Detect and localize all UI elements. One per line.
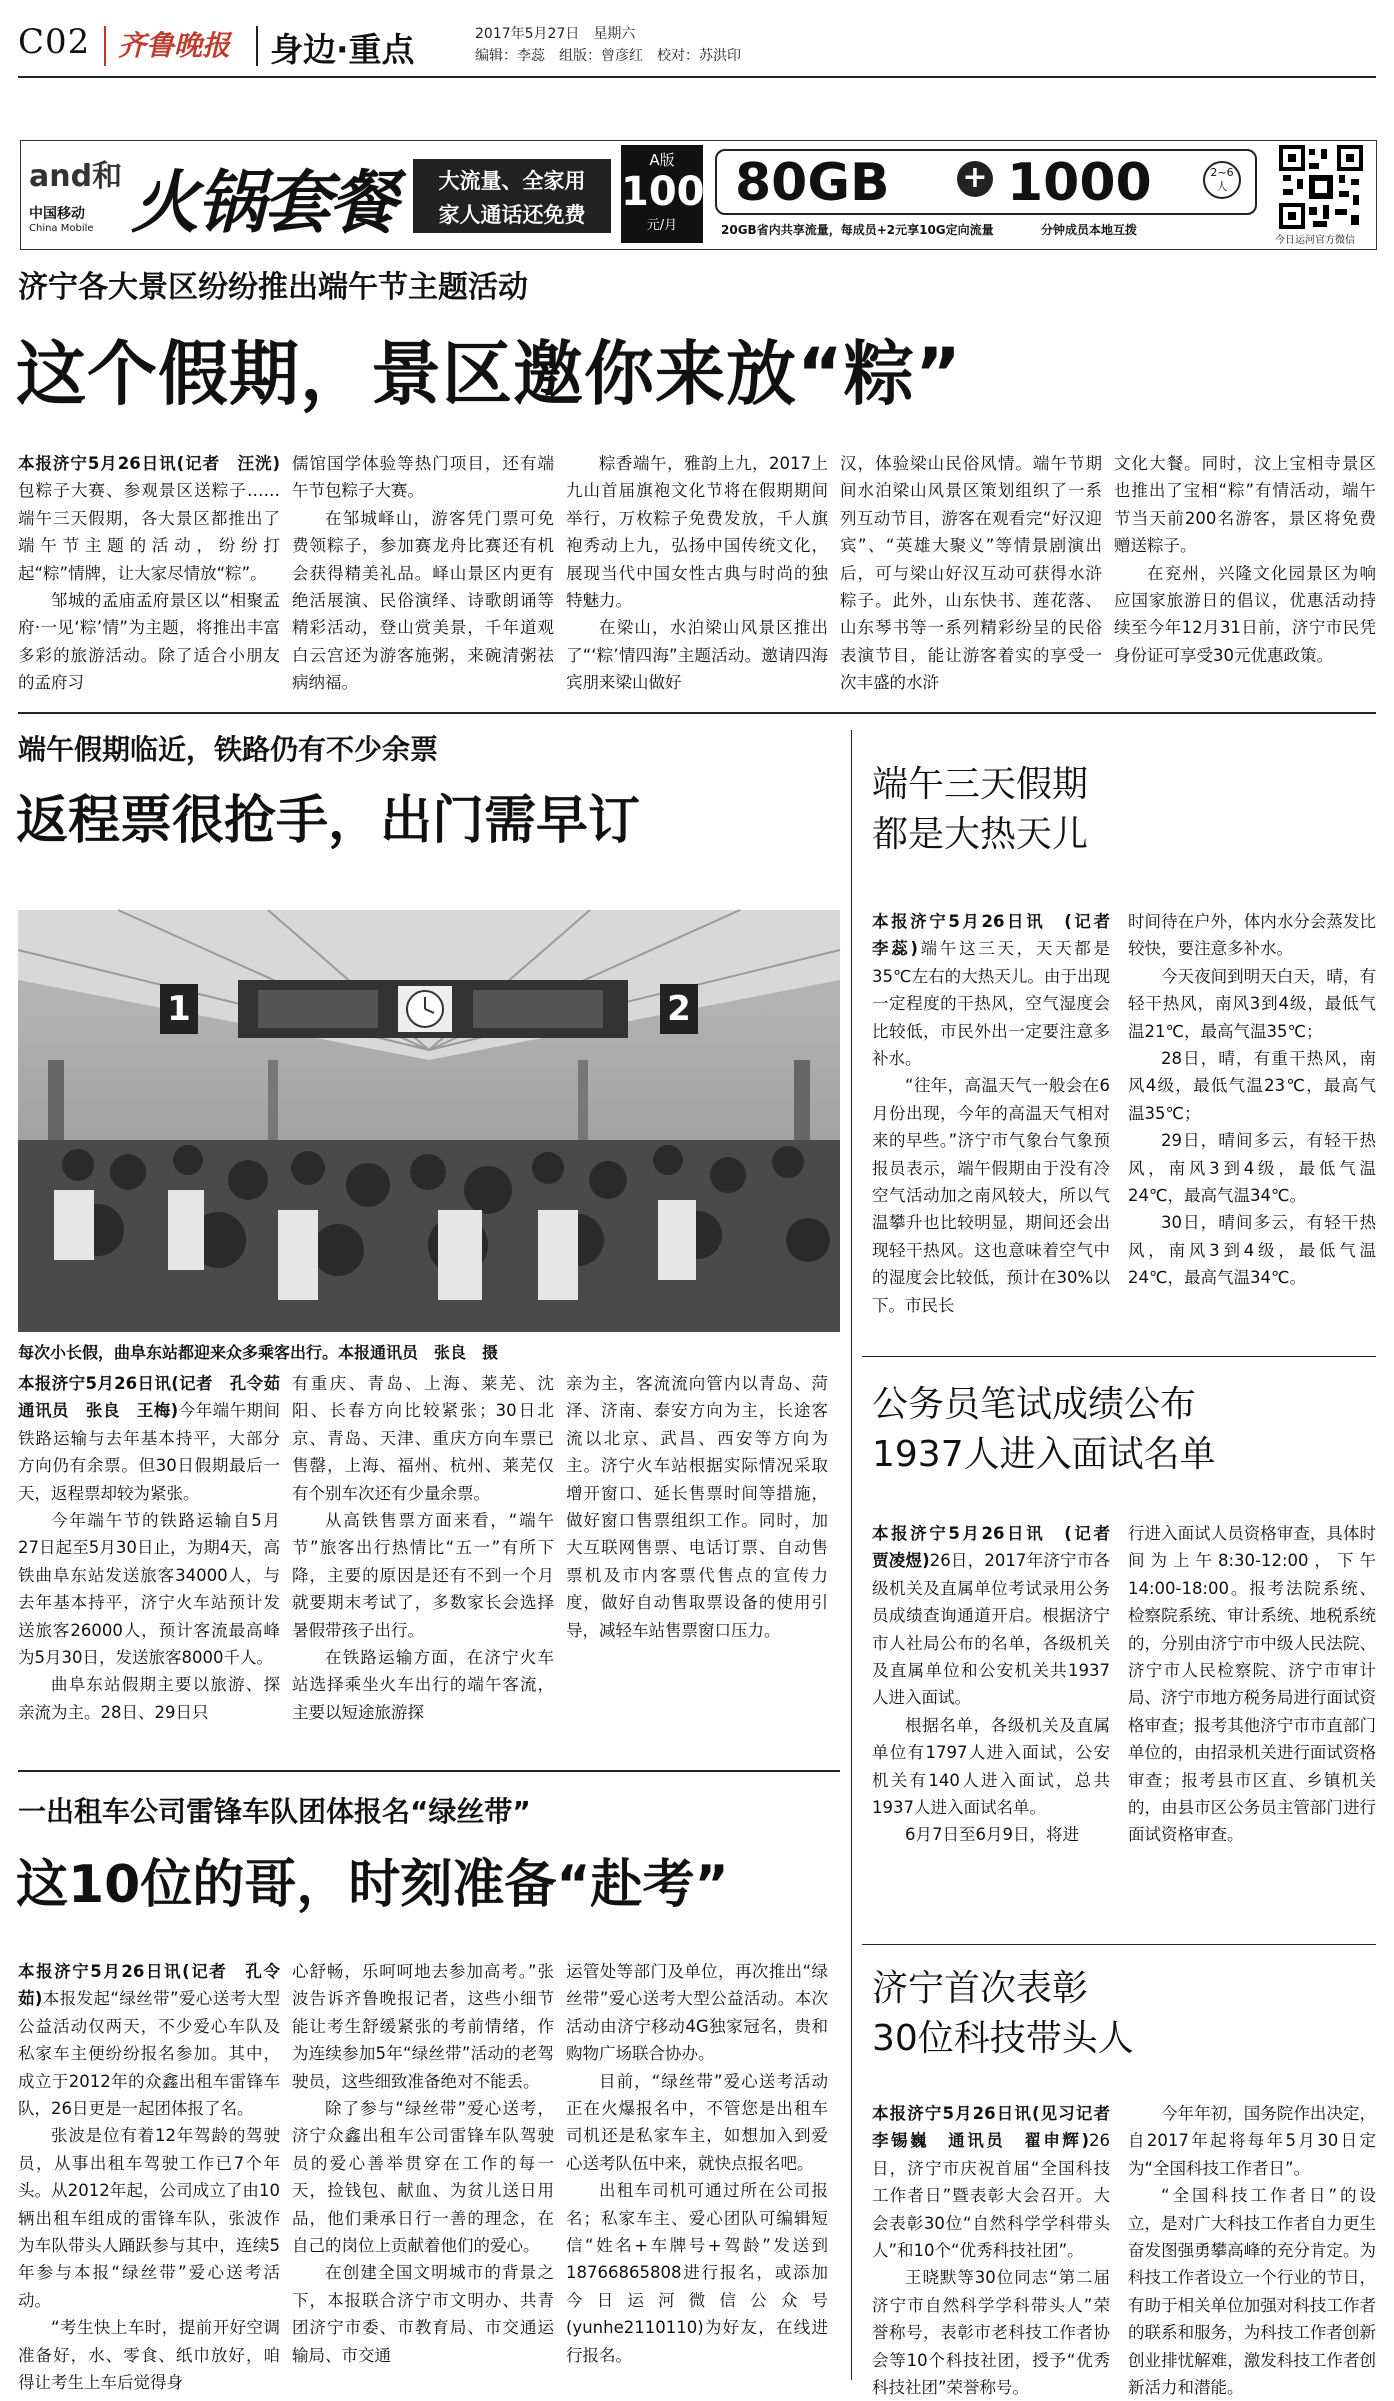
rule-after-article5	[862, 1944, 1376, 1945]
advert-banner[interactable]	[20, 140, 1377, 250]
rule-after-article1	[18, 712, 1376, 714]
article5-title-line-2: 1937人进入面试名单	[872, 1434, 1216, 1475]
article6-title	[872, 1964, 1134, 2064]
package-note-2: 分钟成员本地互拨	[1041, 223, 1138, 237]
brand-logo: and和	[29, 159, 123, 194]
article4-title-line-1: 端午三天假期	[872, 764, 1089, 805]
article3-title: 这10位的哥，时刻准备“赴考”	[16, 1855, 729, 1915]
article2-subtitle: 端午假期临近，铁路仍有不少余票	[18, 733, 439, 766]
article1-dateline: 本报济宁5月26日讯(记者 汪洸)	[18, 454, 280, 473]
article5-col-2: 行进入面试人员资格审查，具体时间为上午8:30-12:00，下午14:00-18:00。报考法院系统、检察院系统、审计系统、地税系统的，分别由济宁市中级人民法院、济宁市人民检察院、济宁市审计局、济宁市地方税务局进行面试资格审查；报考其他济宁市市直部门单位的，由招录机关进行面试资格审查；报考县市区直、乡镇机关的，由县市区公务员主管部门进行面试资格审查。	[1128, 1524, 1376, 1845]
article6-title-line-1: 济宁首次表彰	[872, 1968, 1089, 2009]
price-value: 100	[621, 169, 705, 215]
plus-badge: +	[957, 161, 993, 197]
article1-title: 这个假期，景区邀你来放“粽”	[16, 333, 963, 415]
article3-col-2: 心舒畅，乐呵呵地去参加高考。”张波告诉齐鲁晚报记者，这些小细节能让考生舒缓紧张的考前情绪，作为连续参加5年“绿丝带”活动的老驾驶员，这些细致准备绝对不能丢。 除了参与“绿丝带”爱心送考，济宁众鑫出租车公司雷锋车队驾驶员的爱心善举贯穿在工作的每一天，捡钱包、献血、为贫儿送日用品，他们秉承日行一善的理念，在自己的岗位上贡献着他们的爱心。 在创建全国文明城市的背景之下，本报联合济宁市文明办、共青团济宁市委、市教育局、市交通运输局、市交通	[292, 1962, 554, 2365]
photo-caption: 每次小长假，曲阜东站都迎来众多乘客出行。本报通讯员 张良 摄	[18, 1343, 499, 1362]
article6-col-1: 本报济宁5月26日讯(见习记者 李锡巍 通讯员 翟申辉)26日，济宁市庆祝首届“全国科技工作者日”暨表彰大会召开。大会表彰30位“自然科学学科带头人”和10个“优秀科技社团”。 王晓默等30位同志“第二届济宁市自然科学学科带头人”荣誉称号，表彰市老科技工作者协会等10个科技社团，授予“优秀科技社团”荣誉称号。	[872, 2104, 1127, 2398]
price-box	[621, 145, 703, 243]
header-rule	[18, 76, 1376, 78]
issue-date: 2017年5月27日 星期六	[475, 26, 636, 42]
article3-subtitle: 一出租车公司雷锋车队团体报名“绿丝带”	[18, 1795, 531, 1828]
article3-col-3: 运管处等部门及单位，再次推出“绿丝带”爱心送考大型公益活动。本次活动由济宁移动4G独家冠名，贵和购物广场联合协办。 目前，“绿丝带”爱心送考活动正在火爆报名中，不管您是出租车司机还是私家车主，如想加入到爱心送考队伍中来，就快点报名吧。 出租车司机可通过所在公司报名；私家车主、爱心团队可编辑短信“姓名+车牌号+驾龄”发送到18766865808进行报名，或添加今日运河微信公众号(yunhe2110110)为好友，在线进行报名。	[566, 1962, 828, 2365]
article6-col-2: 今年年初，国务院作出决定，自2017年起将每年5月30日定为“全国科技工作者日”。 “全国科技工作者日”的设立，是对广大科技工作者自力更生奋发图强勇攀高峰的充分肯定。为科技工作者设立一个行业的节日，有助于相关单位加强对科技工作者的联系和服务，为科技工作者创新创业排忧解难，激发科技工作者创新活力和潜能。	[1128, 2104, 1376, 2398]
section-title: 身边·重点	[270, 30, 415, 69]
qr-code-icon[interactable]	[1279, 145, 1363, 229]
article5-col-1: 本报济宁5月26日讯 (记者 贾凌煜)26日，2017年济宁市各级机关及直属单位考试录用公务员成绩查询通道开启。根据济宁市人社局公布的名单，各级机关及直属单位和公安机关共1937人进入面试。 根据名单，各级机关及直属单位有1797人进入面试，公安机关有140人进入面试，总共1937人进入面试名单。 6月7日至6月9日，将进	[872, 1524, 1127, 1845]
article4-title-line-2: 都是大热天儿	[872, 814, 1089, 855]
platform-sign-2: 2	[660, 984, 698, 1034]
article4-col-2: 时间待在户外，体内水分会蒸发比较快，要注意多补水。 今天夜间到明天白天，晴，有轻干热风，南风3到4级，最低气温21℃，最高气温35℃； 28日，晴，有重干热风，南风4级，最低气温23℃，最高气温35℃； 29日，晴间多云，有轻干热风，南风3到4级，最低气温24℃，最高气温34℃。 30日，晴间多云，有轻干热风，南风3到4级，最低气温24℃，最高气温34℃。	[1128, 912, 1376, 1288]
page-number: C02	[18, 22, 91, 62]
qr-caption: 今日运河官方微信	[1275, 235, 1355, 246]
package-minutes: 1000	[1007, 153, 1152, 213]
header-divider-2	[256, 26, 258, 66]
article1-col-1: 本报济宁5月26日讯(记者 汪洸)包粽子大赛、参观景区送粽子……端午三天假期，各大景区都推出了端午节主题的活动，纷纷打起“粽”情牌，让大家尽情放“粽”。 邹城的孟庙孟府景区以“相聚孟府·一见‘粽’情”为主题，将推出丰富多彩的旅游活动。除了适合小朋友的孟府习	[18, 454, 280, 693]
package-box	[715, 149, 1257, 215]
rule-after-article4	[862, 1356, 1376, 1357]
platform-sign-1: 1	[160, 984, 198, 1034]
article1-col-2: 儒馆国学体验等热门项目，还有端午节包粽子大赛。 在邹城峄山，游客凭门票可免费领粽子，参加赛龙舟比赛还有机会获得精美礼品。峄山景区内更有绝活展演、民俗演绎、诗歌朗诵等精彩活动，登山赏美景，千年道观白云宫还为游客施粥，来碗清粥祛病纳福。	[292, 454, 554, 693]
column-divider	[851, 730, 852, 2380]
slogan-line-1: 大流量、全家用	[438, 169, 586, 193]
header-divider	[104, 26, 106, 66]
article1-col-4: 汉，体验梁山民俗风情。端午节期间水泊梁山风景区策划组织了一系列互动节目，游客在观看完“好汉迎宾”、“英雄大聚义”等情景剧演出后，可与梁山好汉互动可获得水浒粽子。此外，山东快书、莲花落、山东琴书等一系列精彩纷呈的民俗表演节目，能让游客着实的享受一次丰盛的水浒	[840, 454, 1102, 693]
editors-line: 编辑：李蕊 组版：曾彦红 校对：苏洪印	[475, 48, 741, 64]
article2-col-1: 本报济宁5月26日讯(记者 孔令茹 通讯员 张良 王梅)今年端午期间铁路运输与去年基本持平，大部分方向仍有余票。但30日假期最后一天，返程票却较为紧张。 今年端午节的铁路运输自5月27日起至5月30日止，为期4天，高铁曲阜东站发送旅客34000人，与去年基本持平，济宁火车站预计发送旅客26000人，预计客流最高峰为5月30日，发送旅客8000千人。 曲阜东站假期主要以旅游、探亲流为主。28日、29日只	[18, 1374, 297, 1722]
package-note-1: 20GB省内共享流量，每成员+2元享10G定向流量	[721, 223, 994, 237]
paper-name: 齐鲁晚报	[118, 29, 231, 62]
slogan-box	[413, 159, 611, 233]
article4-dateline: 本报济宁5月26日讯 (记者 李蕊)	[872, 912, 1127, 959]
article2-dateline: 本报济宁5月26日讯(记者 孔令茹 通讯员 张良 王梅)	[18, 1374, 297, 1421]
article1-subtitle: 济宁各大景区纷纷推出端午节主题活动	[18, 270, 528, 305]
article2-title: 返程票很抢手，出门需早订	[16, 791, 641, 851]
article2-col-3: 亲为主，客流流向管内以青岛、菏泽、济南、泰安方向为主，长途客流以北京、武昌、西安等方向为主。济宁火车站根据实际情况采取增开窗口、延长售票时间等措施，做好窗口售票组织工作。同时，加大互联网售票、电话订票、自动售票机及市内客票代售点的宣传力度，做好自动售取票设备的使用引导，减轻车站售票窗口压力。	[566, 1374, 828, 1640]
article4-title	[872, 760, 1088, 860]
article4-col-1: 本报济宁5月26日讯 (记者 李蕊)端午这三天，天天都是35℃左右的大热天儿。由于出现一定程度的干热风，空气湿度会比较低，市民外出一定要注意多补水。 “往年，高温天气一般会在6月份出现，今年的高温天气相对来的早些。”济宁市气象台气象预报员表示，端午假期由于没有冷空气活动加之南风较大，所以气温攀升也比较明显，期间还会出现轻干热风。这也意味着空气中的湿度会比较低，预计在30%以下。市民长	[872, 912, 1127, 1315]
operator-name-en: China Mobile	[29, 223, 94, 234]
article1-col-5: 文化大餐。同时，汶上宝相寺景区也推出了宝相“粽”有情活动，端午节当天前200名游客，景区将免费赠送粽子。 在兖州，兴隆文化园景区为响应国家旅游日的倡议，优惠活动持续至今年12月31日前，济宁市民凭身份证可享受30元优惠政策。	[1114, 454, 1376, 665]
product-name: 火锅套餐	[131, 163, 396, 243]
price-tier: A版	[649, 151, 675, 169]
package-data: 80GB	[735, 153, 890, 213]
slogan-line-2: 家人通话还免费	[438, 203, 586, 227]
price-unit: 元/月	[646, 218, 678, 233]
operator-name: 中国移动	[29, 206, 85, 222]
article5-dateline: 本报济宁5月26日讯 (记者 贾凌煜)	[872, 1524, 1127, 1571]
article3-dateline: 本报济宁5月26日讯(记者 孔令茹)	[18, 1962, 280, 2009]
rule-after-article2	[18, 1770, 840, 1772]
people-badge: 2~6人	[1203, 161, 1241, 199]
article3-col-1: 本报济宁5月26日讯(记者 孔令茹)本报发起“绿丝带”爱心送考大型公益活动仅两天，不少爱心车队及私家车主便纷纷报名参加。其中，成立于2012年的众鑫出租车雷锋车队，26日更是一起团体报了名。 张波是位有着12年驾龄的驾驶员，从事出租车驾驶工作已7个年头。从2012年起，公司成立了由10辆出租车组成的雷锋车队，张波作为车队带头人踊跃参与其中，连续5年参与本报“绿丝带”爱心送考活动。 “考生快上车时，提前开好空调准备好，水、零食、纸巾放好，咱得让考生上车后觉得身	[18, 1962, 280, 2393]
article2-col-2: 有重庆、青岛、上海、莱芜、沈阳、长春方向比较紧张；30日北京、青岛、天津、重庆方向车票已售罄，上海、福州、杭州、莱芜仅有个别车次还有少量余票。 从高铁售票方面来看，“端午节”旅客出行热情比“五一”有所下降，主要的原因是还有不到一个月就要期末考试了，多数家长会选择暑假带孩子出行。 在铁路运输方面，在济宁火车站选择乘坐火车出行的端午客流，主要以短途旅游探	[292, 1374, 554, 1722]
article5-title	[872, 1380, 1216, 1480]
station-photo	[18, 910, 840, 1332]
article1-col-3: 粽香端午，雅韵上九，2017上九山首届旗袍文化节将在假期期间举行，万枚粽子免费发放，千人旗袍秀动上九，弘扬中国传统文化，展现当代中国女性古典与时尚的独特魅力。 在梁山，水泊梁山风景区推出了“‘粽’情四海”主题活动。邀请四海宾朋来梁山做好	[566, 454, 828, 693]
article6-dateline: 本报济宁5月26日讯(见习记者 李锡巍 通讯员 翟申辉)	[872, 2104, 1127, 2151]
article5-title-line-1: 公务员笔试成绩公布	[872, 1384, 1197, 1425]
article6-title-line-2: 30位科技带头人	[872, 2018, 1134, 2059]
